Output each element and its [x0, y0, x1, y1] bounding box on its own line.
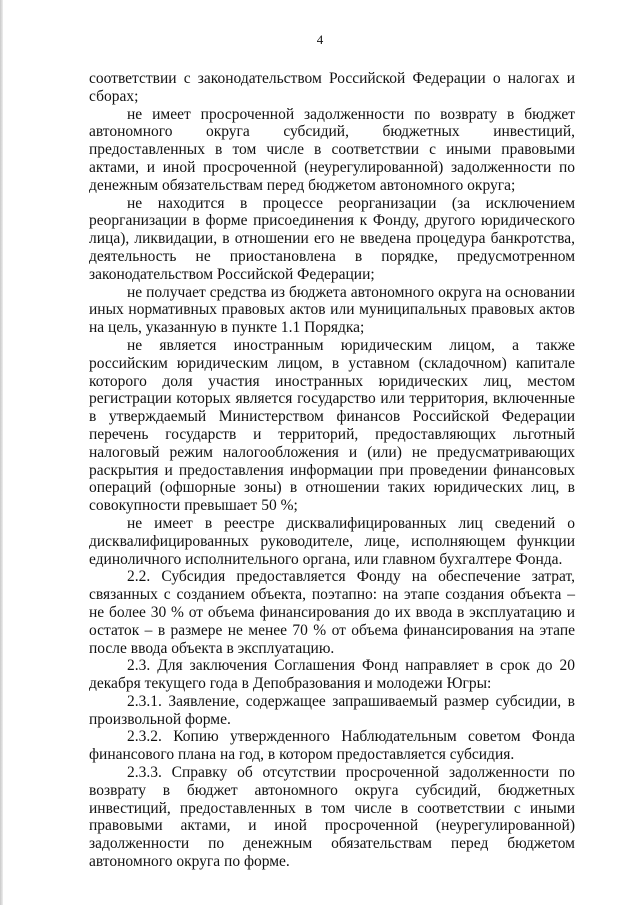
clause-2-3: 2.3. Для заключения Соглашения Фонд направляет в срок до 20 декабря текущего года в Депобразования и молодежи Югры:: [89, 657, 575, 693]
paragraph-no-other-budget-funds: не получает средства из бюджета автономного округа на основании иных нормативных правовых актов или муниципальных правовых актов на цель, указанную в пункте 1.1 Порядка;: [89, 283, 575, 337]
paragraph-no-overdue-debt: не имеет просроченной задолженности по возврату в бюджет автономного округа субсидий, бюджетных инвестиций, предоставленных в том числе в соответствии с иными правовыми актами, и иной просроченной (неурегулированной) задолженности по денежным обязательствам перед бюджетом автономного округа;: [89, 105, 575, 194]
paragraph-not-foreign-entity: не является иностранным юридическим лицом, а также российским юридическим лицом, в уставном (складочном) капитале которого доля участия иностранных юридических лиц, местом регистрации которых является государство или территория, включенные в утверждаемый Министерством финансов Российской Федерации перечень государств и территорий, предоставляющих льготный налоговый режим налогообложения и (или) не предусматривающих раскрытия и предоставления информации при проведении финансовых операций (офшорные зоны) в отношении таких юридических лиц, в совокупности превышает 50 %;: [89, 336, 575, 515]
paragraph-no-reorganization: не находится в процессе реорганизации (за исключением реорганизации в форме присоединения к Фонду, другого юридического лица), ликвидации, в отношении его не введена процедура банкротства, деятельность не приостановлена в порядке, предусмотренном законодательством Российской Федерации;: [89, 194, 575, 283]
paragraph-continuation: соответствии с законодательством Российской Федерации о налогах и сборах;: [89, 70, 575, 105]
clause-2-3-1: 2.3.1. Заявление, содержащее запрашиваемый размер субсидии, в произвольной форме.: [89, 692, 575, 728]
document-body: [89, 70, 575, 871]
page-number: 4: [316, 32, 324, 47]
clause-2-3-2: 2.3.2. Копию утвержденного Наблюдательным советом Фонда финансового плана на год, в котором предоставляется субсидия.: [89, 728, 575, 764]
scan-edge: [0, 0, 3, 905]
paragraph-no-disqualified-persons: не имеет в реестре дисквалифицированных лиц сведений о дисквалифицированных руководителе, лице, исполняющем функции единоличного исполнительного органа, или главном бухгалтере Фонда.: [89, 514, 575, 568]
clause-2-3-3: 2.3.3. Справку об отсутствии просроченной задолженности по возврату в бюджет автономного округа субсидий, бюджетных инвестиций, предоставленных в том числе в соответствии с иными правовыми актами, и иной просроченной (неурегулированной) задолженности по денежным обязательствам перед бюджетом автономного округа по форме.: [89, 764, 575, 871]
clause-2-2: 2.2. Субсидия предоставляется Фонду на обеспечение затрат, связанных с созданием объекта, поэтапно: на этапе создания объекта – не более 30 % от объема финансирования до их ввода в эксплуатацию и остаток – в размере не менее 70 % от объема финансирования на этапе после ввода объекта в эксплуатацию.: [89, 568, 575, 657]
